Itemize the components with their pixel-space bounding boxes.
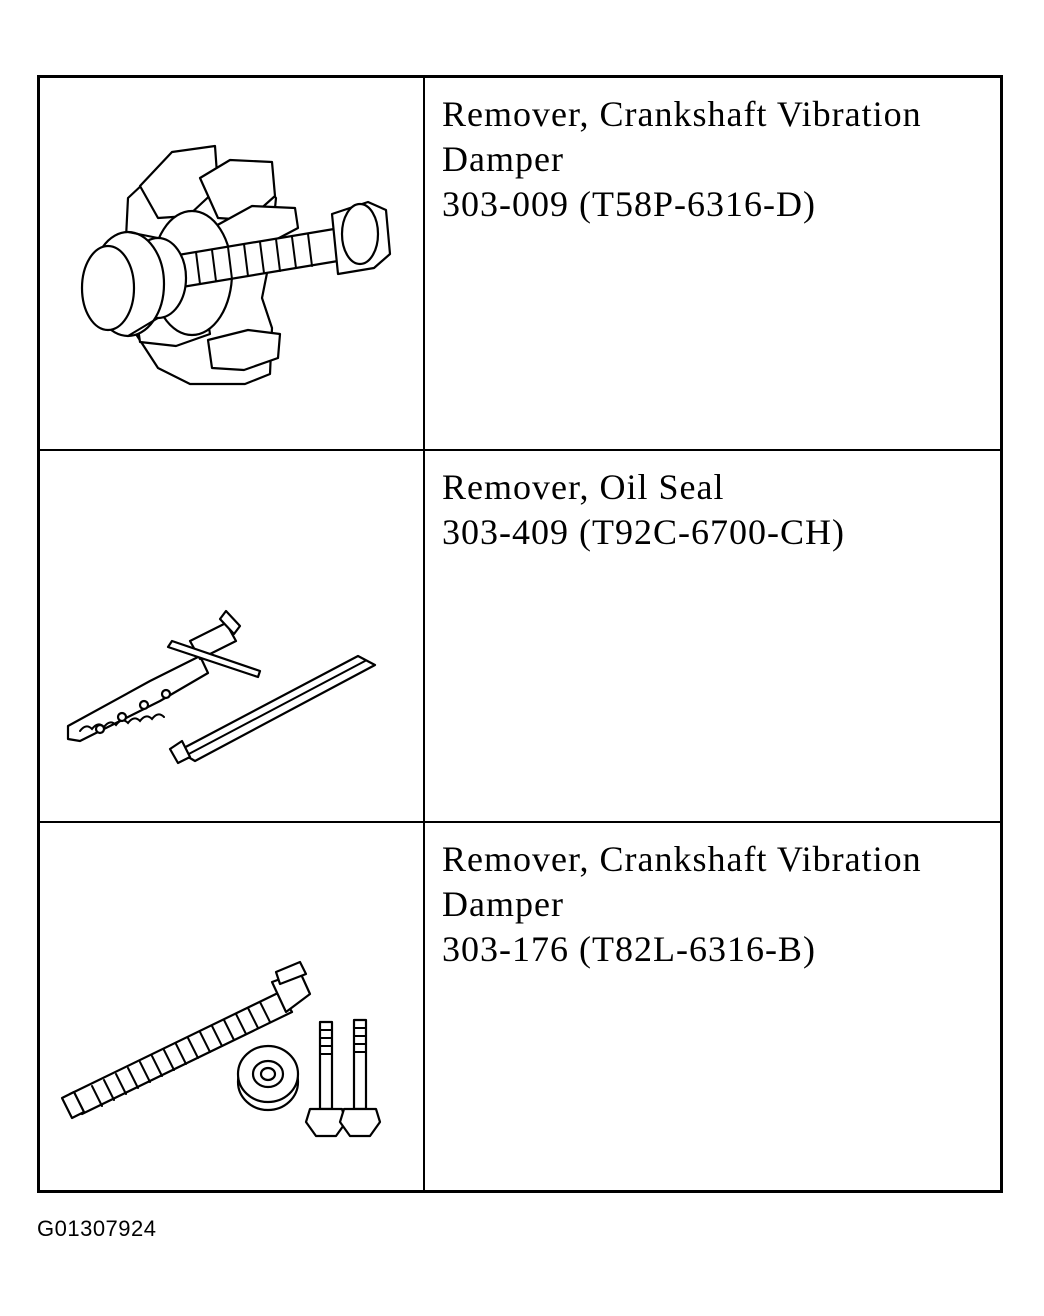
tool-row [40,823,1000,1190]
tool-part-number: 303-009 (T58P-6316-D) [442,184,816,224]
tool-part-number: 303-176 (T82L-6316-B) [442,929,816,969]
tool-part-number: 303-409 (T92C-6700-CH) [442,512,845,552]
tool-name-continued: Damper [442,139,564,179]
tool-illustration-cell [40,823,425,1190]
tool-description-cell [425,451,1000,821]
tool-row [40,451,1000,823]
tool-name: Remover, Crankshaft Vibration [442,839,922,879]
figure-id: G01307924 [37,1216,157,1241]
tool-description-cell [425,823,1000,1190]
tool-name: Remover, Oil Seal [442,467,725,507]
oil-seal-remover-icon [40,451,423,821]
crankshaft-damper-remover-icon [40,78,423,449]
tool-illustration-cell [40,451,425,821]
tool-name: Remover, Crankshaft Vibration [442,94,922,134]
tool-illustration-cell [40,78,425,449]
tool-row [40,78,1000,451]
special-tools-table [37,75,1003,1193]
damper-remover-screw-bolts-icon [40,823,423,1190]
tool-name-continued: Damper [442,884,564,924]
tool-description-cell [425,78,1000,449]
